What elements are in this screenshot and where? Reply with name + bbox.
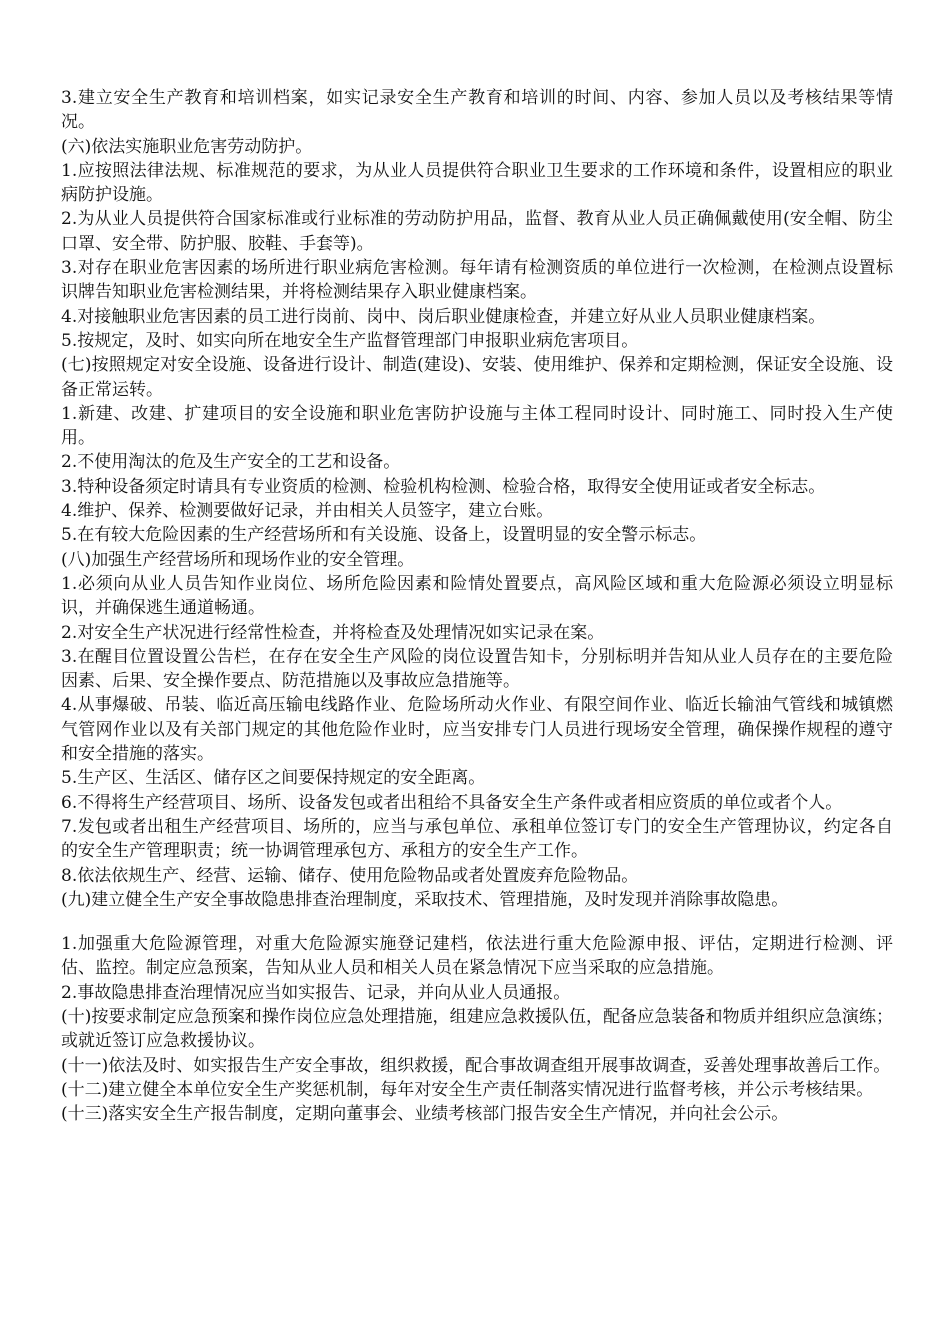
paragraph-7-2: 2.不使用淘汰的危及生产安全的工艺和设备。 xyxy=(61,452,401,473)
paragraph-7-5: 5.在有较大危险因素的生产经营场所和有关设施、设备上，设置明显的安全警示标志。 xyxy=(61,525,707,546)
section-heading-9: (九)建立健全生产安全事故隐患排查治理制度，采取技术、管理措施，及时发现并消除事故隐患。 xyxy=(61,889,789,910)
paragraph-8-7: 7.发包或者出租生产经营项目、场所的，应当与承包单位、承租单位签订专门的安全生产管理协议，约定各自的安全生产管理职责；统一协调管理承包方、承租方的安全生产工作。 xyxy=(61,816,893,862)
paragraph-6-5: 5.按规定，及时、如实向所在地安全生产监督管理部门申报职业病危害项目。 xyxy=(61,330,639,351)
paragraph-8-3: 3.在醒目位置设置公告栏，在存在安全生产风险的岗位设置告知卡，分别标明并告知从业人员存在的主要危险因素、后果、安全操作要点、防范措施以及事故应急措施等。 xyxy=(61,646,893,692)
paragraph-9-1: 1.加强重大危险源管理，对重大危险源实施登记建档，依法进行重大危险源申报、评估，定期进行检测、评估、监控。制定应急预案，告知从业人员和相关人员在紧急情况下应当采取的应急措施。 xyxy=(61,934,893,979)
paragraph-8-2: 2.对安全生产状况进行经常性检查，并将检查及处理情况如实记录在案。 xyxy=(61,622,605,643)
paragraph-8-4: 4.从事爆破、吊装、临近高压输电线路作业、危险场所动火作业、有限空间作业、临近长输油气管线和城镇燃气管网作业以及有关部门规定的其他危险作业时，应当安排专门人员进行现场安全管理，确保操作规程的遵守和安全措施的落实。 xyxy=(61,695,893,765)
section-heading-12: (十二)建立健全本单位安全生产奖惩机制，每年对安全生产责任制落实情况进行监督考核，并公示考核结果。 xyxy=(61,1079,874,1100)
paragraph-7-1: 1.新建、改建、扩建项目的安全设施和职业危害防护设施与主体工程同时设计、同时施工、同时投入生产使用。 xyxy=(61,403,893,449)
paragraph-6-2: 2.为从业人员提供符合国家标准或行业标准的劳动防护用品，监督、教育从业人员正确佩戴使用(安全帽、防尘口罩、安全带、防护服、胶鞋、手套等)。 xyxy=(61,209,893,254)
paragraph-8-1: 1.必须向从业人员告知作业岗位、场所危险因素和险情处置要点，高风险区域和重大危险源必须设立明显标识，并确保逃生通道畅通。 xyxy=(61,573,893,619)
section-heading-11: (十一)依法及时、如实报告生产安全事故，组织救援，配合事故调查组开展事故调查，妥善处理事故善后工作。 xyxy=(61,1055,891,1076)
paragraph-education-records: 3.建立安全生产教育和培训档案，如实记录安全生产教育和培训的时间、内容、参加人员以及考核结果等情况。 xyxy=(61,88,893,133)
blank-line xyxy=(61,912,893,932)
document-body xyxy=(61,86,893,1126)
paragraph-8-8: 8.依法依规生产、经营、运输、储存、使用危险物品或者处置废弃危险物品。 xyxy=(61,865,639,886)
paragraph-9-2: 2.事故隐患排查治理情况应当如实报告、记录，并向从业人员通报。 xyxy=(61,982,571,1003)
paragraph-8-5: 5.生产区、生活区、储存区之间要保持规定的安全距离。 xyxy=(61,768,486,789)
paragraph-7-4: 4.维护、保养、检测要做好记录，并由相关人员签字，建立台账。 xyxy=(61,501,554,522)
section-heading-8: (八)加强生产经营场所和现场作业的安全管理。 xyxy=(61,549,415,570)
paragraph-6-3: 3.对存在职业危害因素的场所进行职业病危害检测。每年请有检测资质的单位进行一次检测，在检测点设置标识牌告知职业危害检测结果，并将检测结果存入职业健康档案。 xyxy=(61,258,893,303)
section-heading-6: (六)依法实施职业危害劳动防护。 xyxy=(61,136,313,157)
section-heading-7: (七)按照规定对安全设施、设备进行设计、制造(建设)、安装、使用维护、保养和定期检测，保证安全设施、设备正常运转。 xyxy=(61,355,893,400)
paragraph-8-6: 6.不得将生产经营项目、场所、设备发包或者出租给不具备安全生产条件或者相应资质的单位或者个人。 xyxy=(61,792,843,813)
paragraph-7-3: 3.特种设备须定时请具有专业资质的检测、检验机构检测、检验合格，取得安全使用证或者安全标志。 xyxy=(61,476,826,497)
section-heading-10: (十)按要求制定应急预案和操作岗位应急处理措施，组建应急救援队伍，配备应急装备和物质并组织应急演练；或就近签订应急救援协议。 xyxy=(61,1006,893,1052)
section-heading-13: (十三)落实安全生产报告制度，定期向董事会、业绩考核部门报告安全生产情况，并向社会公示。 xyxy=(61,1104,789,1125)
paragraph-6-1: 1.应按照法律法规、标准规范的要求，为从业人员提供符合职业卫生要求的工作环境和条件，设置相应的职业病防护设施。 xyxy=(61,160,893,206)
paragraph-6-4: 4.对接触职业危害因素的员工进行岗前、岗中、岗后职业健康检查，并建立好从业人员职业健康档案。 xyxy=(61,306,826,327)
